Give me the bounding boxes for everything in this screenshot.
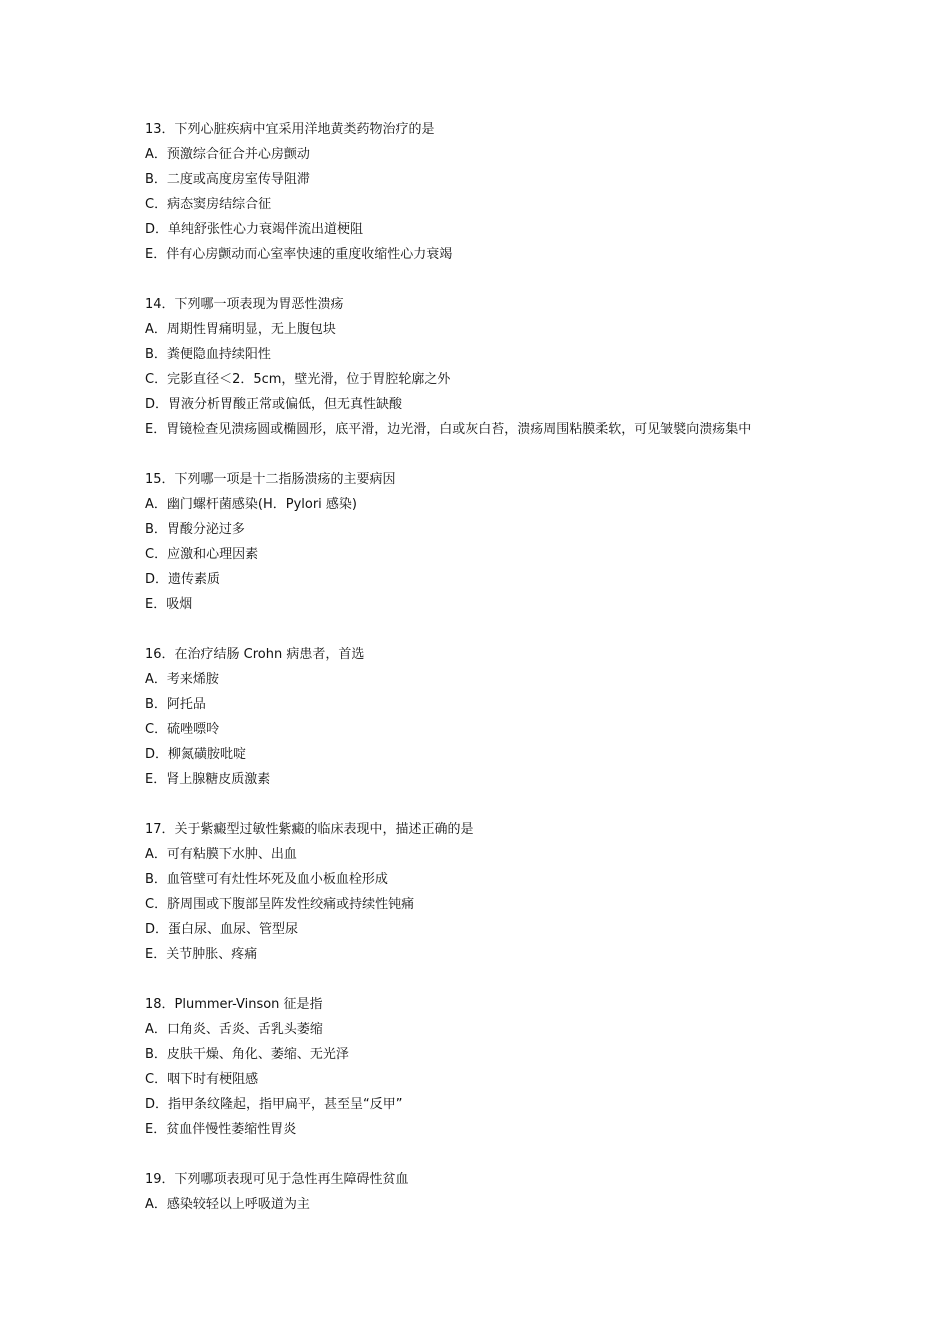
option-c: C．完影直径＜2．5cm，壁光滑，位于胃腔轮廓之外 <box>145 372 451 387</box>
option-c: C．脐周围或下腹部呈阵发性绞痛或持续性钝痛 <box>145 897 415 912</box>
option-b: B．二度或高度房室传导阻滞 <box>145 172 310 187</box>
question-18 <box>145 992 905 1142</box>
question-16 <box>145 642 905 792</box>
option-d: D．蛋白尿、血尿、管型尿 <box>145 922 299 937</box>
question-stem: 17．关于紫癜型过敏性紫癜的临床表现中，描述正确的是 <box>145 822 474 837</box>
option-e: E．伴有心房颤动而心室率快速的重度收缩性心力衰竭 <box>145 247 453 262</box>
option-c: C．咽下时有梗阻感 <box>145 1072 259 1087</box>
option-a: A．考来烯胺 <box>145 672 219 687</box>
option-e: E．关节肿胀、疼痛 <box>145 947 258 962</box>
question-13 <box>145 117 905 267</box>
question-15 <box>145 467 905 617</box>
question-stem: 15．下列哪一项是十二指肠溃疡的主要病因 <box>145 472 396 487</box>
option-b: B．血管壁可有灶性坏死及血小板血栓形成 <box>145 872 388 887</box>
option-a: A．感染较轻以上呼吸道为主 <box>145 1197 310 1212</box>
option-a: A．周期性胃痛明显，无上腹包块 <box>145 322 336 337</box>
option-a: A．预激综合征合并心房颤动 <box>145 147 310 162</box>
option-e: E．胃镜检查见溃疡圆或椭圆形，底平滑，边光滑，白或灰白苔，溃疡周围粘膜柔软，可见皱襞向溃疡集中 <box>145 422 752 437</box>
question-stem: 16．在治疗结肠 Crohn 病患者，首选 <box>145 647 365 662</box>
option-d: D．单纯舒张性心力衰竭伴流出道梗阻 <box>145 222 364 237</box>
option-e: E．吸烟 <box>145 597 193 612</box>
option-a: A．口角炎、舌炎、舌乳头萎缩 <box>145 1022 323 1037</box>
question-19 <box>145 1167 905 1217</box>
option-e: E．贫血伴慢性萎缩性胃炎 <box>145 1122 297 1137</box>
question-stem: 18．Plummer-Vinson 征是指 <box>145 997 323 1012</box>
option-e: E．肾上腺糖皮质激素 <box>145 772 271 787</box>
option-d: D．胃液分析胃酸正常或偏低，但无真性缺酸 <box>145 397 403 412</box>
option-c: C．应激和心理因素 <box>145 547 259 562</box>
option-a: A．幽门螺杆菌感染(H．Pylori 感染) <box>145 497 357 512</box>
option-d: D．指甲条纹隆起，指甲扁平，甚至呈“反甲” <box>145 1097 403 1112</box>
question-stem: 14．下列哪一项表现为胃恶性溃疡 <box>145 297 344 312</box>
question-stem: 13．下列心脏疾病中宜采用洋地黄类药物治疗的是 <box>145 122 435 137</box>
option-c: C．硫唑嘌呤 <box>145 722 220 737</box>
question-stem: 19．下列哪项表现可见于急性再生障碍性贫血 <box>145 1172 409 1187</box>
option-c: C．病态窦房结综合征 <box>145 197 272 212</box>
option-b: B．粪便隐血持续阳性 <box>145 347 271 362</box>
option-b: B．阿托品 <box>145 697 206 712</box>
option-a: A．可有粘膜下水肿、出血 <box>145 847 297 862</box>
question-list <box>145 117 905 1242</box>
option-d: D．柳氮磺胺吡啶 <box>145 747 247 762</box>
option-b: B．皮肤干燥、角化、萎缩、无光泽 <box>145 1047 349 1062</box>
question-14 <box>145 292 905 442</box>
question-17 <box>145 817 905 967</box>
option-b: B．胃酸分泌过多 <box>145 522 245 537</box>
option-d: D．遗传素质 <box>145 572 221 587</box>
